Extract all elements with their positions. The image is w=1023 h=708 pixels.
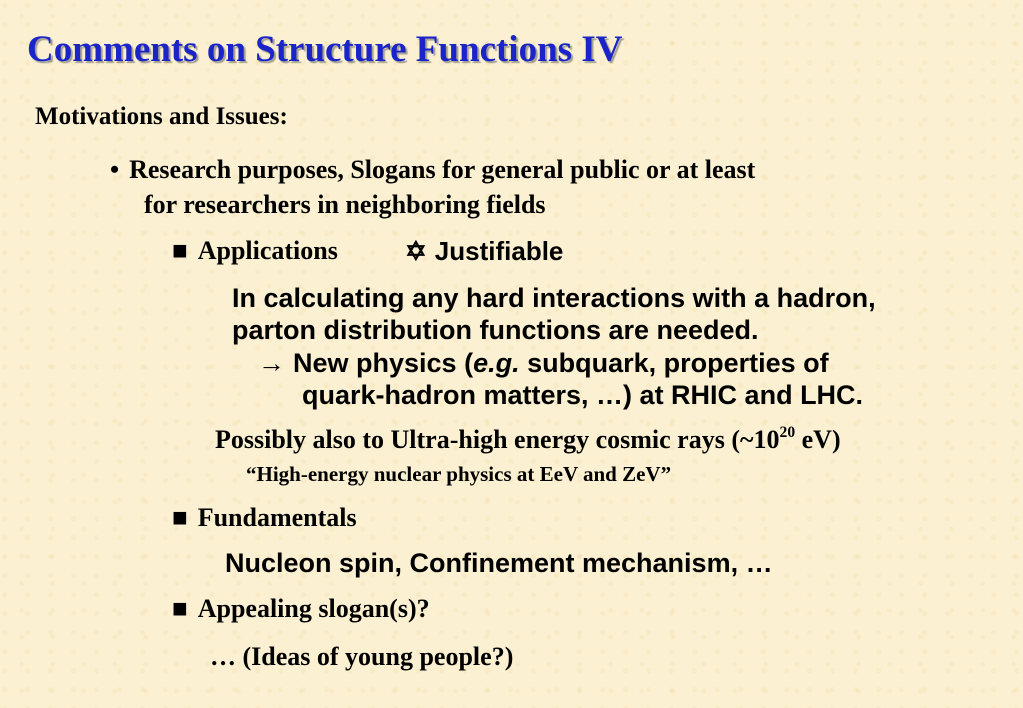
applications-label: Applications <box>197 236 338 265</box>
applications-row <box>172 236 338 266</box>
applications-line-2: parton distribution functions are needed. <box>232 315 759 345</box>
square-bullet-icon: ■ <box>172 594 188 623</box>
bullet-line-1 <box>110 155 755 185</box>
new-physics-text-a: New physics ( <box>293 348 474 378</box>
new-physics-line <box>258 348 829 379</box>
fundamentals-label: Fundamentals <box>197 503 357 532</box>
square-bullet-icon: ■ <box>172 503 188 532</box>
bullet-dot: • <box>110 155 120 184</box>
eg-text: e.g. <box>473 348 520 378</box>
applications-line-1: In calculating any hard interactions with a hadron, <box>232 283 876 313</box>
appealing-text: … (Ideas of young people?) <box>210 642 514 671</box>
cosmic-rays-line <box>215 425 841 455</box>
bullet-text-1: Research purposes, Slogans for general public or at least <box>129 155 756 184</box>
star-of-david-icon: ✡ <box>405 236 427 266</box>
fundamentals-row <box>172 503 357 533</box>
appealing-row <box>172 594 430 624</box>
cosmic-exponent: 20 <box>779 424 796 442</box>
fundamentals-text: Nucleon spin, Confinement mechanism, … <box>225 548 773 578</box>
appealing-label: Appealing slogan(s)? <box>197 594 430 623</box>
bullet-text-2: for researchers in neighboring fields <box>144 190 546 219</box>
square-bullet-icon: ■ <box>172 236 188 265</box>
applications-line-4: quark-hadron matters, …) at RHIC and LHC. <box>302 380 864 410</box>
justifiable-label: Justifiable <box>434 236 564 266</box>
slide-title: Comments on Structure Functions IV <box>27 29 623 70</box>
section-heading: Motivations and Issues: <box>35 103 288 130</box>
cosmic-quote: “High-energy nuclear physics at EeV and ZeV” <box>246 462 672 486</box>
arrow-right-icon: → <box>258 348 285 378</box>
new-physics-text-b: subquark, properties of <box>519 348 829 378</box>
justifiable-row <box>405 236 563 267</box>
cosmic-text-a: Possibly also to Ultra-high energy cosmic rays (~10 <box>215 425 780 454</box>
cosmic-text-b: eV) <box>795 425 841 454</box>
